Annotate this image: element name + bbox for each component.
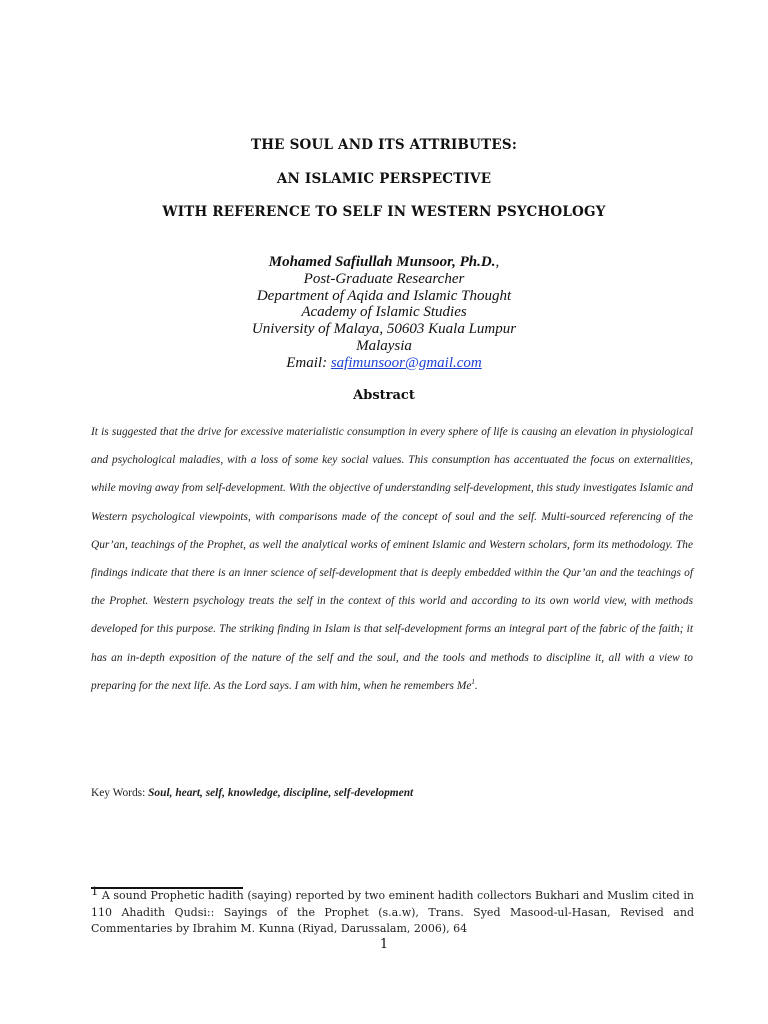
abstract-body bbox=[91, 418, 693, 700]
author-country: Malaysia bbox=[356, 337, 412, 354]
author-name-suffix: , bbox=[495, 254, 500, 270]
author-department: Department of Aqida and Islamic Thought bbox=[256, 287, 512, 304]
author-email-line bbox=[0, 355, 768, 372]
author-name: Mohamed Safiullah Munsoor, Ph.D. bbox=[268, 254, 496, 270]
keywords-label: Key Words: bbox=[91, 787, 149, 799]
abstract-text: It is suggested that the drive for excessive materialistic consumption in every sphere of life is causing an elevation in physiological and psychological maladies, with a loss of some key social values. This consumption has accentuated the focus on externalities, while moving away from self-development. With the objective of understanding self-development, this study investigates Islamic and Western psychological viewpoints, with comparisons made of the concept of soul and the self. Multi-sourced referencing of the Qur’an, teachings of the Prophet, as well the analytical works of eminent Islamic and Western scholars, form its methodology. The findings indicate that there is an inner science of self-development that is deeply embedded within the Qur’an and the teachings of the Prophet. Western psychology treats the self in the context of this world and according to its own world view, with methods developed for this purpose. The striking finding in Islam is that self-development forms an integral part of the fabric of the faith; it has an in-depth exposition of the nature of the self and the soul, and the tools and methods to discipline it, all with a view to preparing for the next life. As the Lord says. I am with him, when he remembers Me bbox=[91, 426, 693, 692]
footnote bbox=[91, 884, 694, 938]
abstract-text-end: . bbox=[474, 679, 478, 692]
author-position: Post-Graduate Researcher bbox=[303, 270, 465, 287]
title-line-2: AN ISLAMIC PERSPECTIVE bbox=[276, 171, 492, 187]
footnote-text: A sound Prophetic hadith (saying) reported by two eminent hadith collectors Bukhari and Muslim cited in 110 Ahadith Qudsi:: Sayings of the Prophet (s.a.w), Trans. Syed Masood-ul-Hasan, Revised and Commentaries by Ibrahim M. Kunna (Riyad, Darussalam, 2006), 64 bbox=[91, 889, 694, 935]
author-block bbox=[0, 254, 768, 372]
email-label: Email: bbox=[286, 354, 331, 371]
keywords-line bbox=[91, 787, 693, 799]
author-name-line bbox=[0, 254, 768, 271]
title-line-3: WITH REFERENCE TO SELF IN WESTERN PSYCHOLOGY bbox=[162, 204, 606, 220]
keywords-list: Soul, heart, self, knowledge, discipline, self-development bbox=[148, 787, 414, 799]
abstract-heading: Abstract bbox=[353, 388, 415, 403]
title-line-1: THE SOUL AND ITS ATTRIBUTES: bbox=[250, 137, 518, 153]
author-academy: Academy of Islamic Studies bbox=[301, 304, 467, 321]
footnote-mark: 1 bbox=[91, 884, 99, 898]
email-link[interactable]: safimunsoor@gmail.com bbox=[330, 354, 482, 371]
footnote-reference[interactable]: 1 bbox=[471, 678, 475, 687]
author-university: University of Malaya, 50603 Kuala Lumpur bbox=[251, 321, 517, 338]
page-number: 1 bbox=[379, 937, 389, 952]
